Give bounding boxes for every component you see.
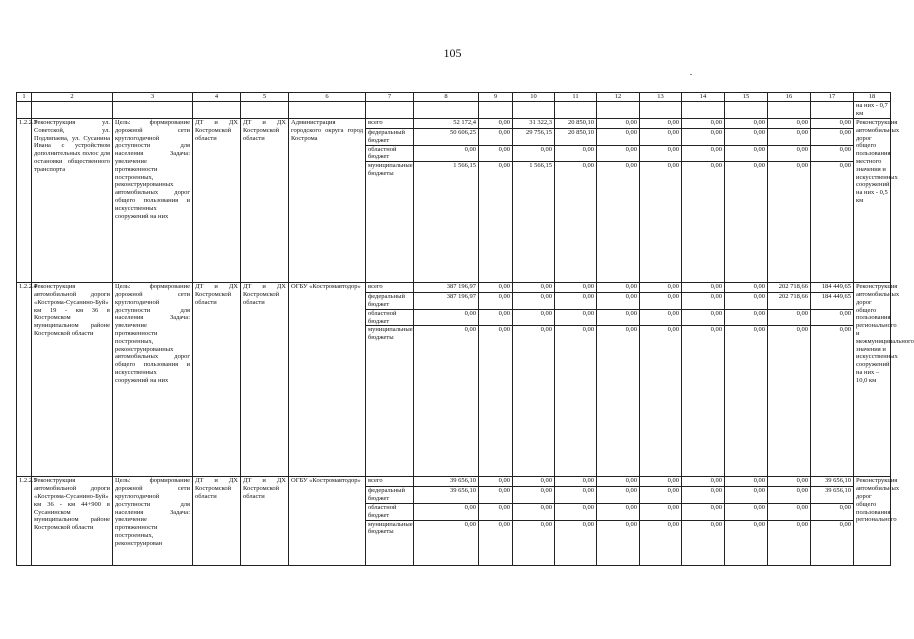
item-goal: Цель: формирование дорожной сети круглогодичной доступности для населения Задача: увеличение протяженности построенных, реконструированных автомобильных дорог общего пользования и искусственных сооружений на них <box>113 119 193 283</box>
amount-cell: 0,00 <box>640 162 682 283</box>
amount-cell: 0,00 <box>414 503 479 520</box>
column-number-cell: 5 <box>241 93 289 102</box>
item-number: 1.2.2.4 <box>17 283 32 477</box>
amount-cell: 0,00 <box>479 293 513 310</box>
column-number-cell: 18 <box>854 93 891 102</box>
table-row <box>17 119 891 129</box>
amount-cell: 0,00 <box>768 520 811 565</box>
column-number-cell: 14 <box>682 93 725 102</box>
empty-cell <box>17 102 32 119</box>
item-name: Реконструкция автомобильной дороги «Кострома-Сусанино-Буй» км 36 - км 44+900 в Сусанинском муниципальном районе Костромской области <box>32 477 113 565</box>
amount-cell: 0,00 <box>597 162 640 283</box>
amount-cell: 0,00 <box>555 283 597 293</box>
empty-cell <box>193 102 241 119</box>
column-number-cell: 15 <box>725 93 768 102</box>
column-number-cell: 11 <box>555 93 597 102</box>
amount-cell: 31 322,3 <box>513 119 555 129</box>
amount-cell: 0,00 <box>811 520 854 565</box>
funding-source: муниципальные бюджеты <box>366 520 414 565</box>
amount-cell: 0,00 <box>597 129 640 146</box>
funding-source: областной бюджет <box>366 503 414 520</box>
scan-speck <box>690 74 692 75</box>
amount-cell: 0,00 <box>597 326 640 477</box>
amount-cell: 0,00 <box>597 283 640 293</box>
column-number-cell: 8 <box>414 93 479 102</box>
amount-cell: 0,00 <box>555 145 597 162</box>
empty-cell <box>597 102 640 119</box>
funding-source: федеральный бюджет <box>366 487 414 504</box>
column-number-cell: 1 <box>17 93 32 102</box>
amount-cell: 0,00 <box>555 487 597 504</box>
amount-cell: 0,00 <box>725 162 768 283</box>
funding-source: всего <box>366 477 414 487</box>
amount-cell: 0,00 <box>768 145 811 162</box>
empty-cell <box>289 102 366 119</box>
amount-cell: 0,00 <box>640 309 682 326</box>
amount-cell: 0,00 <box>811 309 854 326</box>
amount-cell: 20 850,10 <box>555 119 597 129</box>
amount-cell: 184 449,65 <box>811 293 854 310</box>
executor-2: ДТ и ДХ Костромской области <box>241 119 289 283</box>
executor-3: Администрация городского округа город Кострома <box>289 119 366 283</box>
funding-source: всего <box>366 283 414 293</box>
amount-cell: 0,00 <box>479 477 513 487</box>
empty-cell <box>32 102 113 119</box>
amount-cell: 0,00 <box>640 119 682 129</box>
amount-cell: 0,00 <box>479 487 513 504</box>
program-table <box>16 92 914 566</box>
executor-3: ОГБУ «Костромавтодор» <box>289 283 366 477</box>
amount-cell: 52 172,4 <box>414 119 479 129</box>
amount-cell: 0,00 <box>811 119 854 129</box>
amount-cell: 0,00 <box>811 503 854 520</box>
executor-1: ДТ и ДХ Костромской области <box>193 119 241 283</box>
amount-cell: 0,00 <box>513 477 555 487</box>
executor-2: ДТ и ДХ Костромской области <box>241 283 289 477</box>
amount-cell: 0,00 <box>555 293 597 310</box>
item-number: 1.2.2.3 <box>17 119 32 283</box>
amount-cell: 0,00 <box>811 162 854 283</box>
amount-cell: 0,00 <box>640 477 682 487</box>
amount-cell: 0,00 <box>555 503 597 520</box>
amount-cell: 0,00 <box>768 119 811 129</box>
amount-cell: 0,00 <box>725 520 768 565</box>
amount-cell: 0,00 <box>597 520 640 565</box>
empty-cell <box>366 102 414 119</box>
empty-cell <box>682 102 725 119</box>
amount-cell: 0,00 <box>811 326 854 477</box>
funding-source: областной бюджет <box>366 309 414 326</box>
amount-cell: 0,00 <box>414 309 479 326</box>
amount-cell: 0,00 <box>414 326 479 477</box>
executor-1: ДТ и ДХ Костромской области <box>193 283 241 477</box>
amount-cell: 0,00 <box>513 326 555 477</box>
empty-cell <box>555 102 597 119</box>
amount-cell: 0,00 <box>513 283 555 293</box>
table-row <box>17 477 891 487</box>
executor-3: ОГБУ «Костромавтодор» <box>289 477 366 565</box>
funding-source: всего <box>366 119 414 129</box>
amount-cell: 0,00 <box>479 162 513 283</box>
empty-cell <box>513 102 555 119</box>
amount-cell: 0,00 <box>725 326 768 477</box>
amount-cell: 0,00 <box>555 309 597 326</box>
item-goal: Цель: формирование дорожной сети круглогодичной доступности для населения Задача: увеличение протяженности построенных, реконструированных автомобильных дорог общего пользования и искусственных сооружений на них <box>113 283 193 477</box>
amount-cell: 0,00 <box>682 503 725 520</box>
amount-cell: 0,00 <box>768 487 811 504</box>
amount-cell: 0,00 <box>725 293 768 310</box>
amount-cell: 0,00 <box>682 487 725 504</box>
amount-cell: 29 756,15 <box>513 129 555 146</box>
amount-cell: 0,00 <box>640 145 682 162</box>
page-number: 105 <box>443 46 462 60</box>
amount-cell: 0,00 <box>597 309 640 326</box>
amount-cell: 0,00 <box>682 326 725 477</box>
column-number-cell: 6 <box>289 93 366 102</box>
amount-cell: 0,00 <box>768 503 811 520</box>
amount-cell: 0,00 <box>640 487 682 504</box>
amount-cell: 0,00 <box>768 162 811 283</box>
empty-cell <box>811 102 854 119</box>
empty-cell <box>768 102 811 119</box>
amount-cell: 1 566,15 <box>513 162 555 283</box>
amount-cell: 0,00 <box>513 503 555 520</box>
expected-result: Реконструкция автомобильных дорог общего пользования регионального <box>854 477 891 565</box>
amount-cell: 0,00 <box>768 309 811 326</box>
amount-cell: 0,00 <box>479 503 513 520</box>
continuation-row <box>17 102 891 119</box>
amount-cell: 184 449,65 <box>811 283 854 293</box>
amount-cell: 39 656,10 <box>811 477 854 487</box>
amount-cell: 0,00 <box>725 309 768 326</box>
funding-source: муниципальные бюджеты <box>366 326 414 477</box>
amount-cell: 0,00 <box>640 129 682 146</box>
amount-cell: 0,00 <box>597 293 640 310</box>
amount-cell: 39 656,10 <box>811 487 854 504</box>
amount-cell: 0,00 <box>479 309 513 326</box>
amount-cell: 0,00 <box>682 119 725 129</box>
amount-cell: 0,00 <box>479 520 513 565</box>
amount-cell: 0,00 <box>682 145 725 162</box>
column-number-cell: 2 <box>32 93 113 102</box>
amount-cell: 0,00 <box>768 326 811 477</box>
amount-cell: 0,00 <box>725 487 768 504</box>
amount-cell: 0,00 <box>682 477 725 487</box>
amount-cell: 39 656,10 <box>414 487 479 504</box>
amount-cell: 0,00 <box>597 119 640 129</box>
amount-cell: 0,00 <box>513 487 555 504</box>
amount-cell: 0,00 <box>725 129 768 146</box>
amount-cell: 0,00 <box>479 145 513 162</box>
item-name: Реконструкция автомобильной дороги «Кострома-Сусанино-Буй» км 19 - км 36 в Костромском муниципальном районе Костромской области <box>32 283 113 477</box>
amount-cell: 0,00 <box>640 293 682 310</box>
amount-cell: 0,00 <box>811 145 854 162</box>
amount-cell: 0,00 <box>768 129 811 146</box>
empty-cell <box>725 102 768 119</box>
amount-cell: 0,00 <box>597 487 640 504</box>
amount-cell: 202 718,66 <box>768 293 811 310</box>
executor-2: ДТ и ДХ Костромской области <box>241 477 289 565</box>
amount-cell: 0,00 <box>513 309 555 326</box>
amount-cell: 0,00 <box>640 283 682 293</box>
amount-cell: 0,00 <box>513 293 555 310</box>
funding-source: областной бюджет <box>366 145 414 162</box>
amount-cell: 0,00 <box>682 309 725 326</box>
item-name: Реконструкция ул. Советской, ул. Подлипаева, ул. Сусанина Ивана с устройством дополнительных полос для остановки общественного транспорта <box>32 119 113 283</box>
amount-cell: 50 606,25 <box>414 129 479 146</box>
column-number-row <box>17 93 891 102</box>
amount-cell: 0,00 <box>597 145 640 162</box>
amount-cell: 0,00 <box>811 129 854 146</box>
column-number-cell: 17 <box>811 93 854 102</box>
amount-cell: 0,00 <box>555 477 597 487</box>
amount-cell: 0,00 <box>479 129 513 146</box>
amount-cell: 0,00 <box>682 520 725 565</box>
amount-cell: 0,00 <box>682 129 725 146</box>
amount-cell: 1 566,15 <box>414 162 479 283</box>
empty-cell <box>479 102 513 119</box>
funding-source: федеральный бюджет <box>366 129 414 146</box>
empty-cell <box>640 102 682 119</box>
expected-result: Реконструкция автомобильных дорог общего пользования регионального и межмуниципального значения и искусственных сооружений на них – 10,0 км <box>854 283 891 477</box>
amount-cell: 0,00 <box>597 477 640 487</box>
amount-cell: 0,00 <box>479 119 513 129</box>
amount-cell: 0,00 <box>513 520 555 565</box>
executor-1: ДТ и ДХ Костромской области <box>193 477 241 565</box>
amount-cell: 202 718,66 <box>768 283 811 293</box>
item-number: 1.2.2.5 <box>17 477 32 565</box>
column-number-cell: 16 <box>768 93 811 102</box>
column-number-cell: 7 <box>366 93 414 102</box>
column-number-cell: 9 <box>479 93 513 102</box>
table-row <box>17 283 891 293</box>
empty-cell <box>113 102 193 119</box>
funding-source: федеральный бюджет <box>366 293 414 310</box>
amount-cell: 0,00 <box>682 162 725 283</box>
amount-cell: 0,00 <box>768 477 811 487</box>
amount-cell: 0,00 <box>555 162 597 283</box>
amount-cell: 0,00 <box>725 119 768 129</box>
expected-result: Реконструкция автомобильных дорог общего пользования местного значения и искусственных сооружений на них - 0,5 км <box>854 119 891 283</box>
amount-cell: 39 656,10 <box>414 477 479 487</box>
funding-source: муниципальные бюджеты <box>366 162 414 283</box>
amount-cell: 0,00 <box>479 283 513 293</box>
amount-cell: 0,00 <box>682 283 725 293</box>
amount-cell: 0,00 <box>725 477 768 487</box>
result-note: на них - 0,7 км <box>854 102 891 119</box>
column-number-cell: 12 <box>597 93 640 102</box>
amount-cell: 0,00 <box>640 326 682 477</box>
amount-cell: 0,00 <box>597 503 640 520</box>
amount-cell: 0,00 <box>640 503 682 520</box>
amount-cell: 0,00 <box>725 283 768 293</box>
amount-cell: 0,00 <box>640 520 682 565</box>
amount-cell: 0,00 <box>725 145 768 162</box>
amount-cell: 20 850,10 <box>555 129 597 146</box>
item-goal: Цель: формирование дорожной сети круглогодичной доступности для населения Задача: увеличение протяженности построенных, реконструирован <box>113 477 193 565</box>
amount-cell: 0,00 <box>414 520 479 565</box>
amount-cell: 0,00 <box>414 145 479 162</box>
amount-cell: 0,00 <box>682 293 725 310</box>
amount-cell: 0,00 <box>555 520 597 565</box>
amount-cell: 0,00 <box>479 326 513 477</box>
empty-cell <box>414 102 479 119</box>
amount-cell: 0,00 <box>725 503 768 520</box>
amount-cell: 0,00 <box>555 326 597 477</box>
amount-cell: 387 196,97 <box>414 283 479 293</box>
column-number-cell: 3 <box>113 93 193 102</box>
column-number-cell: 10 <box>513 93 555 102</box>
column-number-cell: 4 <box>193 93 241 102</box>
empty-cell <box>241 102 289 119</box>
column-number-cell: 13 <box>640 93 682 102</box>
amount-cell: 0,00 <box>513 145 555 162</box>
amount-cell: 387 196,97 <box>414 293 479 310</box>
